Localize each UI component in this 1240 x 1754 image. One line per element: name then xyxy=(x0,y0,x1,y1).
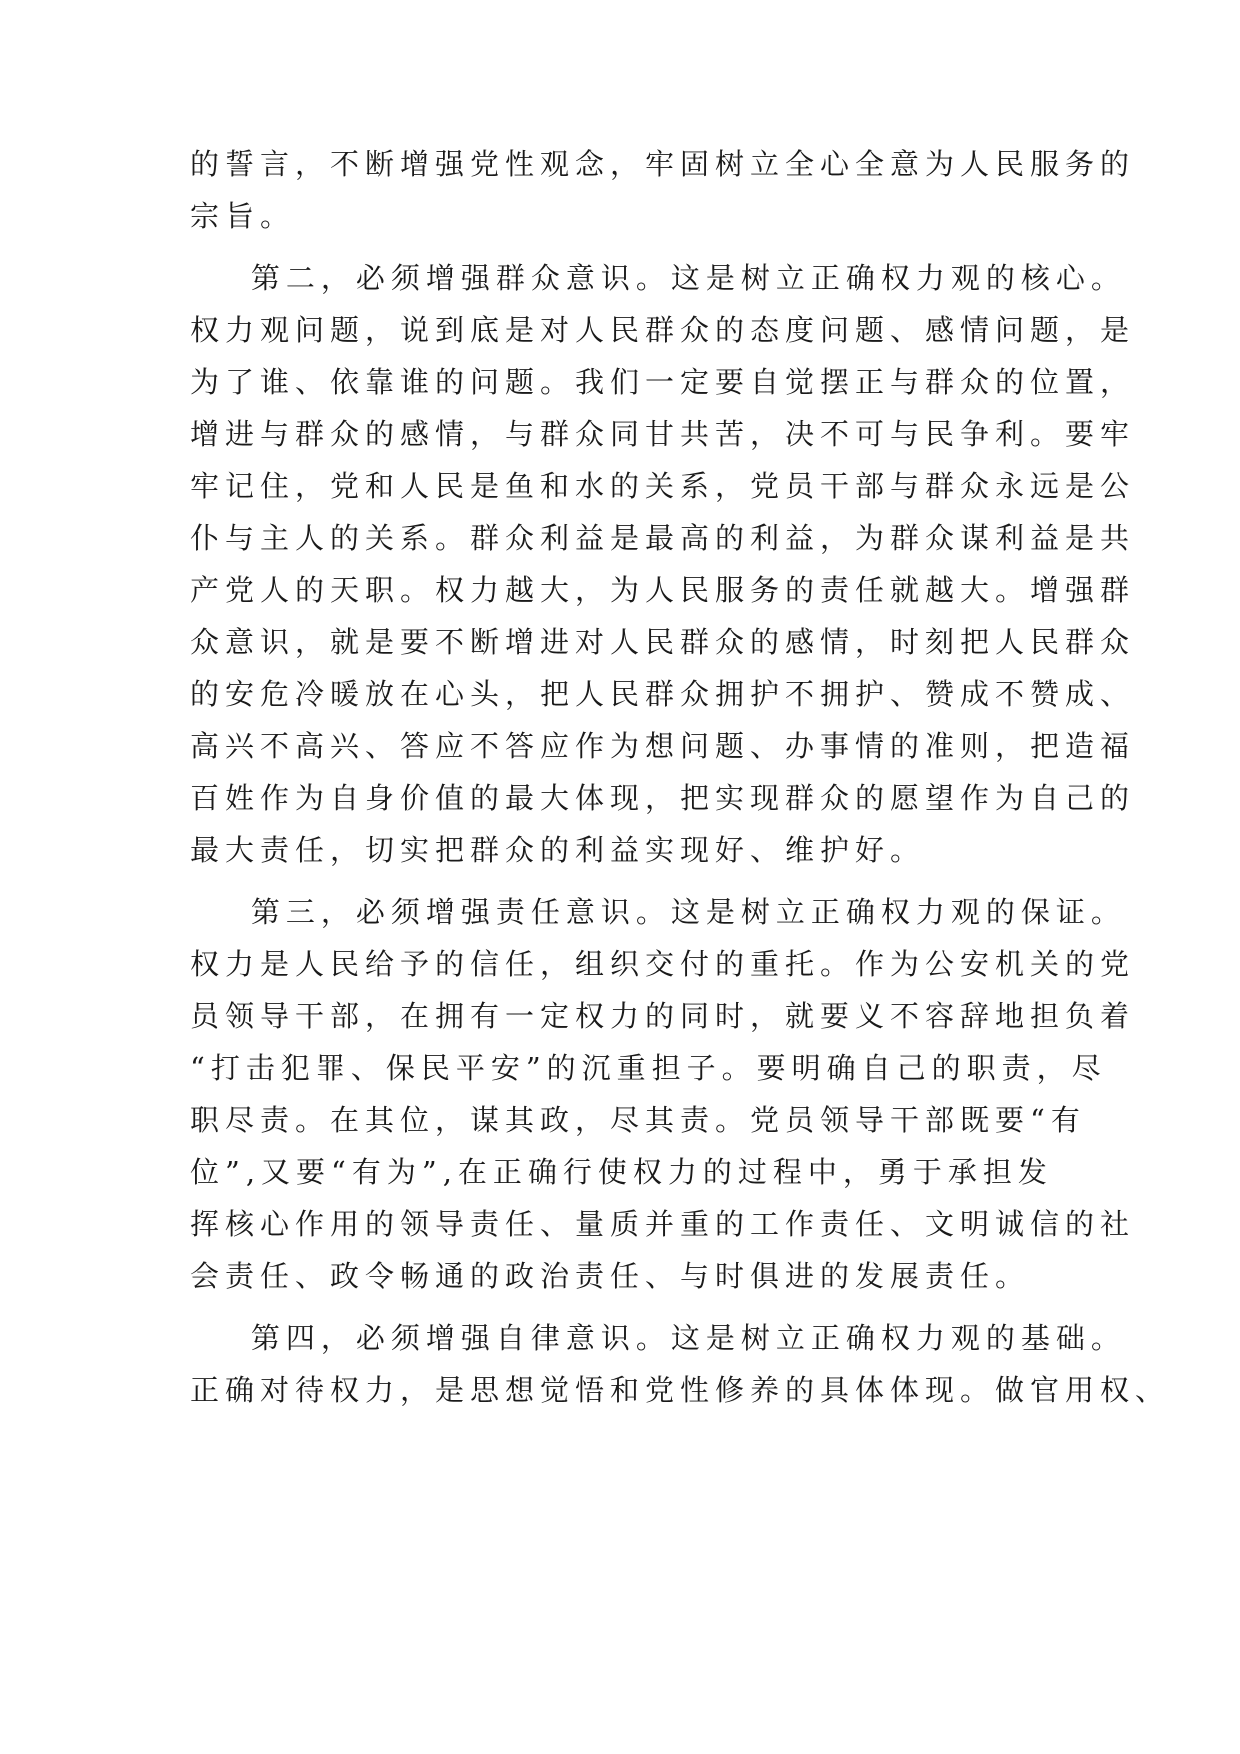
text-line: 仆与主人的关系。群众利益是最高的利益，为群众谋利益是共 xyxy=(190,521,1136,555)
text-line: 增进与群众的感情，与群众同甘共苦，决不可与民争利。要牢 xyxy=(190,417,1136,451)
text-line: 产党人的天职。权力越大，为人民服务的责任就越大。增强群 xyxy=(190,573,1136,607)
text-line: 权力是人民给予的信任，组织交付的重托。作为公安机关的党 xyxy=(190,947,1136,981)
text-line: 为了谁、依靠谁的问题。我们一定要自觉摆正与群众的位置， xyxy=(190,365,1136,399)
text-line: 第四，必须增强自律意识。这是树立正确权力观的基础。 xyxy=(190,1321,1126,1355)
paragraph-third-responsibility xyxy=(190,886,1136,1302)
text-line: 高兴不高兴、答应不答应作为想问题、办事情的准则，把造福 xyxy=(190,729,1136,763)
paragraph-continuation xyxy=(190,138,1136,242)
text-line: 职尽责。在其位，谋其政，尽其责。党员领导干部既要“有 xyxy=(190,1103,1086,1137)
text-line: 百姓作为自身价值的最大体现，把实现群众的愿望作为自己的 xyxy=(190,781,1136,815)
text-line: 正确对待权力，是思想觉悟和党性修养的具体体现。做官用权、 xyxy=(190,1373,1171,1407)
text-line: 会责任、政令畅通的政治责任、与时俱进的发展责任。 xyxy=(190,1259,1031,1293)
text-line: 宗旨。 xyxy=(190,199,296,233)
text-line: 第二，必须增强群众意识。这是树立正确权力观的核心。 xyxy=(190,261,1126,295)
text-line: 权力观问题，说到底是对人民群众的态度问题、感情问题，是 xyxy=(190,313,1136,347)
text-line: “打击犯罪、保民平安”的沉重担子。要明确自己的职责，尽 xyxy=(190,1051,1107,1085)
paragraph-fourth-self-discipline xyxy=(190,1312,1171,1416)
body-text xyxy=(190,138,1171,1416)
text-line: 的誓言，不断增强党性观念，牢固树立全心全意为人民服务的 xyxy=(190,147,1136,181)
paragraph-second-mass-awareness xyxy=(190,252,1136,876)
text-line: 挥核心作用的领导责任、量质并重的工作责任、文明诚信的社 xyxy=(190,1207,1136,1241)
text-line: 最大责任，切实把群众的利益实现好、维护好。 xyxy=(190,833,926,867)
text-line: 位”,又要“有为”,在正确行使权力的过程中，勇于承担发 xyxy=(190,1155,1053,1189)
text-line: 牢记住，党和人民是鱼和水的关系，党员干部与群众永远是公 xyxy=(190,469,1136,503)
text-line: 的安危冷暖放在心头，把人民群众拥护不拥护、赞成不赞成、 xyxy=(190,677,1136,711)
text-line: 第三，必须增强责任意识。这是树立正确权力观的保证。 xyxy=(190,895,1126,929)
text-line: 众意识，就是要不断增进对人民群众的感情，时刻把人民群众 xyxy=(190,625,1136,659)
text-line: 员领导干部，在拥有一定权力的同时，就要义不容辞地担负着 xyxy=(190,999,1136,1033)
